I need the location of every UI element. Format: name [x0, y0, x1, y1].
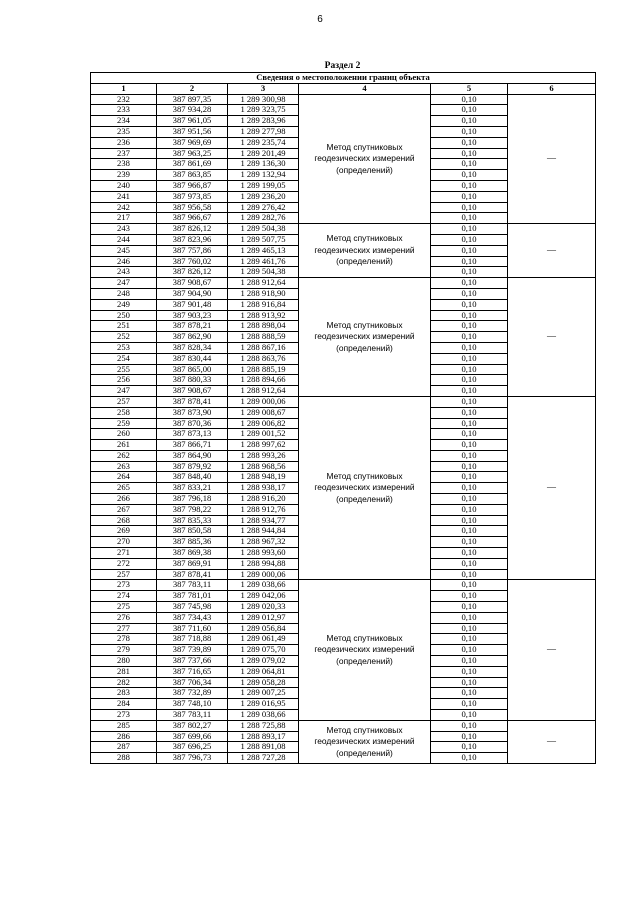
x-coordinate-cell: 387 903,23: [157, 310, 228, 321]
x-coordinate-cell: 387 850,58: [157, 526, 228, 537]
point-number-cell: 262: [91, 450, 157, 461]
method-cell: Метод спутниковых геодезических измерений (определений): [299, 94, 431, 224]
x-coordinate-cell: 387 739,89: [157, 645, 228, 656]
x-coordinate-cell: 387 711,60: [157, 623, 228, 634]
accuracy-cell: 0,10: [431, 472, 508, 483]
point-number-cell: 254: [91, 353, 157, 364]
y-coordinate-cell: 1 289 504,38: [228, 224, 299, 235]
y-coordinate-cell: 1 289 283,96: [228, 116, 299, 127]
y-coordinate-cell: 1 289 038,66: [228, 580, 299, 591]
table-row: [91, 396, 596, 407]
point-number-cell: 271: [91, 548, 157, 559]
x-coordinate-cell: 387 783,11: [157, 580, 228, 591]
accuracy-cell: 0,10: [431, 396, 508, 407]
y-coordinate-cell: 1 288 912,76: [228, 504, 299, 515]
y-coordinate-cell: 1 289 079,02: [228, 656, 299, 667]
point-number-cell: 276: [91, 612, 157, 623]
accuracy-cell: 0,10: [431, 148, 508, 159]
y-coordinate-cell: 1 288 993,60: [228, 548, 299, 559]
point-number-cell: 282: [91, 677, 157, 688]
y-coordinate-cell: 1 289 006,82: [228, 418, 299, 429]
point-number-cell: 278: [91, 634, 157, 645]
x-coordinate-cell: 387 961,05: [157, 116, 228, 127]
y-coordinate-cell: 1 288 867,16: [228, 342, 299, 353]
accuracy-cell: 0,10: [431, 699, 508, 710]
column-6-cell: —: [508, 278, 596, 397]
accuracy-cell: 0,10: [431, 602, 508, 613]
y-coordinate-cell: 1 288 967,32: [228, 537, 299, 548]
column-6-cell: —: [508, 396, 596, 580]
x-coordinate-cell: 387 745,98: [157, 602, 228, 613]
table-body: [91, 94, 596, 763]
accuracy-cell: 0,10: [431, 645, 508, 656]
point-number-cell: 269: [91, 526, 157, 537]
point-number-cell: 287: [91, 742, 157, 753]
x-coordinate-cell: 387 802,27: [157, 720, 228, 731]
accuracy-cell: 0,10: [431, 213, 508, 224]
accuracy-cell: 0,10: [431, 159, 508, 170]
point-number-cell: 217: [91, 213, 157, 224]
accuracy-cell: 0,10: [431, 537, 508, 548]
point-number-cell: 241: [91, 191, 157, 202]
accuracy-cell: 0,10: [431, 450, 508, 461]
x-coordinate-cell: 387 830,44: [157, 353, 228, 364]
table-title: Сведения о местоположении границ объекта: [91, 73, 596, 84]
x-coordinate-cell: 387 734,43: [157, 612, 228, 623]
x-coordinate-cell: 387 873,90: [157, 407, 228, 418]
point-number-cell: 243: [91, 224, 157, 235]
x-coordinate-cell: 387 861,69: [157, 159, 228, 170]
point-number-cell: 239: [91, 170, 157, 181]
x-coordinate-cell: 387 781,01: [157, 591, 228, 602]
y-coordinate-cell: 1 288 725,88: [228, 720, 299, 731]
y-coordinate-cell: 1 288 918,90: [228, 288, 299, 299]
accuracy-cell: 0,10: [431, 234, 508, 245]
accuracy-cell: 0,10: [431, 105, 508, 116]
y-coordinate-cell: 1 288 894,66: [228, 375, 299, 386]
x-coordinate-cell: 387 873,13: [157, 429, 228, 440]
x-coordinate-cell: 387 796,73: [157, 753, 228, 764]
accuracy-cell: 0,10: [431, 591, 508, 602]
x-coordinate-cell: 387 696,25: [157, 742, 228, 753]
accuracy-cell: 0,10: [431, 137, 508, 148]
x-coordinate-cell: 387 966,67: [157, 213, 228, 224]
accuracy-cell: 0,10: [431, 656, 508, 667]
x-coordinate-cell: 387 862,90: [157, 332, 228, 343]
accuracy-cell: 0,10: [431, 407, 508, 418]
table-row: [91, 720, 596, 731]
y-coordinate-cell: 1 289 235,74: [228, 137, 299, 148]
accuracy-cell: 0,10: [431, 364, 508, 375]
accuracy-cell: 0,10: [431, 569, 508, 580]
accuracy-cell: 0,10: [431, 126, 508, 137]
x-coordinate-cell: 387 699,66: [157, 731, 228, 742]
point-number-cell: 273: [91, 710, 157, 721]
y-coordinate-cell: 1 288 993,26: [228, 450, 299, 461]
y-coordinate-cell: 1 289 016,95: [228, 699, 299, 710]
column-6-cell: —: [508, 94, 596, 224]
point-number-cell: 247: [91, 386, 157, 397]
y-coordinate-cell: 1 288 997,62: [228, 440, 299, 451]
x-coordinate-cell: 387 796,18: [157, 494, 228, 505]
x-coordinate-cell: 387 706,34: [157, 677, 228, 688]
column-number-row: [91, 83, 596, 94]
y-coordinate-cell: 1 289 276,42: [228, 202, 299, 213]
y-coordinate-cell: 1 288 944,84: [228, 526, 299, 537]
accuracy-cell: 0,10: [431, 548, 508, 559]
table-row: [91, 580, 596, 591]
accuracy-cell: 0,10: [431, 299, 508, 310]
method-cell: Метод спутниковых геодезических измерений (определений): [299, 224, 431, 278]
point-number-cell: 261: [91, 440, 157, 451]
y-coordinate-cell: 1 289 282,76: [228, 213, 299, 224]
y-coordinate-cell: 1 289 012,97: [228, 612, 299, 623]
point-number-cell: 253: [91, 342, 157, 353]
point-number-cell: 236: [91, 137, 157, 148]
accuracy-cell: 0,10: [431, 191, 508, 202]
x-coordinate-cell: 387 901,48: [157, 299, 228, 310]
x-coordinate-cell: 387 956,58: [157, 202, 228, 213]
point-number-cell: 237: [91, 148, 157, 159]
point-number-cell: 257: [91, 396, 157, 407]
table-title-row: [91, 73, 596, 84]
y-coordinate-cell: 1 289 199,05: [228, 180, 299, 191]
accuracy-cell: 0,10: [431, 375, 508, 386]
x-coordinate-cell: 387 865,00: [157, 364, 228, 375]
x-coordinate-cell: 387 963,25: [157, 148, 228, 159]
x-coordinate-cell: 387 760,02: [157, 256, 228, 267]
point-number-cell: 233: [91, 105, 157, 116]
accuracy-cell: 0,10: [431, 494, 508, 505]
y-coordinate-cell: 1 288 888,59: [228, 332, 299, 343]
point-number-cell: 257: [91, 569, 157, 580]
y-coordinate-cell: 1 289 061,49: [228, 634, 299, 645]
method-cell: Метод спутниковых геодезических измерений (определений): [299, 720, 431, 763]
point-number-cell: 244: [91, 234, 157, 245]
accuracy-cell: 0,10: [431, 278, 508, 289]
x-coordinate-cell: 387 973,85: [157, 191, 228, 202]
y-coordinate-cell: 1 289 323,75: [228, 105, 299, 116]
y-coordinate-cell: 1 289 064,81: [228, 666, 299, 677]
accuracy-cell: 0,10: [431, 353, 508, 364]
accuracy-cell: 0,10: [431, 677, 508, 688]
y-coordinate-cell: 1 289 136,30: [228, 159, 299, 170]
y-coordinate-cell: 1 288 913,92: [228, 310, 299, 321]
x-coordinate-cell: 387 951,56: [157, 126, 228, 137]
y-coordinate-cell: 1 289 504,38: [228, 267, 299, 278]
accuracy-cell: 0,10: [431, 342, 508, 353]
x-coordinate-cell: 387 833,21: [157, 483, 228, 494]
y-coordinate-cell: 1 288 891,08: [228, 742, 299, 753]
accuracy-cell: 0,10: [431, 515, 508, 526]
accuracy-cell: 0,10: [431, 580, 508, 591]
table-row: [91, 94, 596, 105]
point-number-cell: 266: [91, 494, 157, 505]
x-coordinate-cell: 387 878,41: [157, 396, 228, 407]
y-coordinate-cell: 1 289 277,98: [228, 126, 299, 137]
x-coordinate-cell: 387 878,21: [157, 321, 228, 332]
y-coordinate-cell: 1 288 727,28: [228, 753, 299, 764]
y-coordinate-cell: 1 289 008,67: [228, 407, 299, 418]
point-number-cell: 283: [91, 688, 157, 699]
point-number-cell: 242: [91, 202, 157, 213]
point-number-cell: 270: [91, 537, 157, 548]
accuracy-cell: 0,10: [431, 386, 508, 397]
point-number-cell: 258: [91, 407, 157, 418]
y-coordinate-cell: 1 289 020,33: [228, 602, 299, 613]
x-coordinate-cell: 387 897,35: [157, 94, 228, 105]
y-coordinate-cell: 1 288 934,77: [228, 515, 299, 526]
x-coordinate-cell: 387 934,28: [157, 105, 228, 116]
point-number-cell: 238: [91, 159, 157, 170]
point-number-cell: 275: [91, 602, 157, 613]
x-coordinate-cell: 387 716,65: [157, 666, 228, 677]
accuracy-cell: 0,10: [431, 170, 508, 181]
x-coordinate-cell: 387 737,66: [157, 656, 228, 667]
method-cell: Метод спутниковых геодезических измерений (определений): [299, 278, 431, 397]
point-number-cell: 263: [91, 461, 157, 472]
x-coordinate-cell: 387 863,85: [157, 170, 228, 181]
accuracy-cell: 0,10: [431, 288, 508, 299]
x-coordinate-cell: 387 908,67: [157, 278, 228, 289]
x-coordinate-cell: 387 828,34: [157, 342, 228, 353]
y-coordinate-cell: 1 288 912,64: [228, 278, 299, 289]
point-number-cell: 234: [91, 116, 157, 127]
y-coordinate-cell: 1 289 507,75: [228, 234, 299, 245]
point-number-cell: 235: [91, 126, 157, 137]
point-number-cell: 259: [91, 418, 157, 429]
y-coordinate-cell: 1 289 000,06: [228, 569, 299, 580]
accuracy-cell: 0,10: [431, 202, 508, 213]
y-coordinate-cell: 1 289 300,98: [228, 94, 299, 105]
table-row: [91, 278, 596, 289]
accuracy-cell: 0,10: [431, 753, 508, 764]
point-number-cell: 277: [91, 623, 157, 634]
x-coordinate-cell: 387 885,36: [157, 537, 228, 548]
page-number: 6: [317, 14, 323, 25]
column-6-cell: —: [508, 224, 596, 278]
y-coordinate-cell: 1 288 916,20: [228, 494, 299, 505]
point-number-cell: 273: [91, 580, 157, 591]
y-coordinate-cell: 1 288 938,17: [228, 483, 299, 494]
y-coordinate-cell: 1 289 201,49: [228, 148, 299, 159]
x-coordinate-cell: 387 826,12: [157, 267, 228, 278]
x-coordinate-cell: 387 866,71: [157, 440, 228, 451]
x-coordinate-cell: 387 908,67: [157, 386, 228, 397]
accuracy-cell: 0,10: [431, 224, 508, 235]
y-coordinate-cell: 1 289 000,06: [228, 396, 299, 407]
accuracy-cell: 0,10: [431, 429, 508, 440]
accuracy-cell: 0,10: [431, 461, 508, 472]
accuracy-cell: 0,10: [431, 94, 508, 105]
accuracy-cell: 0,10: [431, 504, 508, 515]
x-coordinate-cell: 387 870,36: [157, 418, 228, 429]
point-number-cell: 281: [91, 666, 157, 677]
accuracy-cell: 0,10: [431, 720, 508, 731]
x-coordinate-cell: 387 904,90: [157, 288, 228, 299]
y-coordinate-cell: 1 288 948,19: [228, 472, 299, 483]
point-number-cell: 286: [91, 731, 157, 742]
column-header: 3: [228, 83, 299, 94]
accuracy-cell: 0,10: [431, 267, 508, 278]
y-coordinate-cell: 1 289 075,70: [228, 645, 299, 656]
column-header: 6: [508, 83, 596, 94]
point-number-cell: 280: [91, 656, 157, 667]
x-coordinate-cell: 387 798,22: [157, 504, 228, 515]
accuracy-cell: 0,10: [431, 180, 508, 191]
point-number-cell: 268: [91, 515, 157, 526]
point-number-cell: 245: [91, 245, 157, 256]
y-coordinate-cell: 1 289 056,84: [228, 623, 299, 634]
x-coordinate-cell: 387 823,96: [157, 234, 228, 245]
accuracy-cell: 0,10: [431, 558, 508, 569]
point-number-cell: 251: [91, 321, 157, 332]
accuracy-cell: 0,10: [431, 688, 508, 699]
x-coordinate-cell: 387 864,90: [157, 450, 228, 461]
point-number-cell: 243: [91, 267, 157, 278]
y-coordinate-cell: 1 288 863,76: [228, 353, 299, 364]
point-number-cell: 256: [91, 375, 157, 386]
accuracy-cell: 0,10: [431, 731, 508, 742]
coordinates-table: [90, 72, 596, 764]
accuracy-cell: 0,10: [431, 526, 508, 537]
y-coordinate-cell: 1 288 916,84: [228, 299, 299, 310]
y-coordinate-cell: 1 289 007,25: [228, 688, 299, 699]
point-number-cell: 250: [91, 310, 157, 321]
accuracy-cell: 0,10: [431, 710, 508, 721]
point-number-cell: 288: [91, 753, 157, 764]
accuracy-cell: 0,10: [431, 634, 508, 645]
column-header: 4: [299, 83, 431, 94]
y-coordinate-cell: 1 289 132,94: [228, 170, 299, 181]
x-coordinate-cell: 387 732,89: [157, 688, 228, 699]
point-number-cell: 252: [91, 332, 157, 343]
x-coordinate-cell: 387 869,91: [157, 558, 228, 569]
accuracy-cell: 0,10: [431, 666, 508, 677]
y-coordinate-cell: 1 289 058,28: [228, 677, 299, 688]
x-coordinate-cell: 387 869,38: [157, 548, 228, 559]
accuracy-cell: 0,10: [431, 332, 508, 343]
y-coordinate-cell: 1 289 042,06: [228, 591, 299, 602]
point-number-cell: 232: [91, 94, 157, 105]
y-coordinate-cell: 1 288 885,19: [228, 364, 299, 375]
x-coordinate-cell: 387 969,69: [157, 137, 228, 148]
point-number-cell: 285: [91, 720, 157, 731]
accuracy-cell: 0,10: [431, 440, 508, 451]
column-header: 5: [431, 83, 508, 94]
accuracy-cell: 0,10: [431, 321, 508, 332]
point-number-cell: 246: [91, 256, 157, 267]
y-coordinate-cell: 1 289 465,13: [228, 245, 299, 256]
point-number-cell: 240: [91, 180, 157, 191]
y-coordinate-cell: 1 289 461,76: [228, 256, 299, 267]
accuracy-cell: 0,10: [431, 116, 508, 127]
x-coordinate-cell: 387 757,86: [157, 245, 228, 256]
x-coordinate-cell: 387 826,12: [157, 224, 228, 235]
accuracy-cell: 0,10: [431, 483, 508, 494]
accuracy-cell: 0,10: [431, 310, 508, 321]
x-coordinate-cell: 387 880,33: [157, 375, 228, 386]
point-number-cell: 255: [91, 364, 157, 375]
accuracy-cell: 0,10: [431, 256, 508, 267]
column-header: 1: [91, 83, 157, 94]
x-coordinate-cell: 387 848,40: [157, 472, 228, 483]
x-coordinate-cell: 387 783,11: [157, 710, 228, 721]
table-row: [91, 224, 596, 235]
y-coordinate-cell: 1 289 236,20: [228, 191, 299, 202]
y-coordinate-cell: 1 288 898,04: [228, 321, 299, 332]
y-coordinate-cell: 1 288 994,88: [228, 558, 299, 569]
x-coordinate-cell: 387 878,41: [157, 569, 228, 580]
point-number-cell: 265: [91, 483, 157, 494]
y-coordinate-cell: 1 288 893,17: [228, 731, 299, 742]
accuracy-cell: 0,10: [431, 742, 508, 753]
point-number-cell: 274: [91, 591, 157, 602]
point-number-cell: 247: [91, 278, 157, 289]
point-number-cell: 248: [91, 288, 157, 299]
y-coordinate-cell: 1 288 912,64: [228, 386, 299, 397]
x-coordinate-cell: 387 879,92: [157, 461, 228, 472]
y-coordinate-cell: 1 288 968,56: [228, 461, 299, 472]
point-number-cell: 260: [91, 429, 157, 440]
method-cell: Метод спутниковых геодезических измерений (определений): [299, 396, 431, 580]
point-number-cell: 249: [91, 299, 157, 310]
y-coordinate-cell: 1 289 001,52: [228, 429, 299, 440]
point-number-cell: 267: [91, 504, 157, 515]
point-number-cell: 272: [91, 558, 157, 569]
section-title: Раздел 2: [324, 61, 361, 71]
accuracy-cell: 0,10: [431, 245, 508, 256]
column-6-cell: —: [508, 720, 596, 763]
column-6-cell: —: [508, 580, 596, 720]
x-coordinate-cell: 387 748,10: [157, 699, 228, 710]
point-number-cell: 264: [91, 472, 157, 483]
x-coordinate-cell: 387 718,88: [157, 634, 228, 645]
point-number-cell: 279: [91, 645, 157, 656]
accuracy-cell: 0,10: [431, 418, 508, 429]
point-number-cell: 284: [91, 699, 157, 710]
accuracy-cell: 0,10: [431, 623, 508, 634]
method-cell: Метод спутниковых геодезических измерений (определений): [299, 580, 431, 720]
column-header: 2: [157, 83, 228, 94]
y-coordinate-cell: 1 289 038,66: [228, 710, 299, 721]
accuracy-cell: 0,10: [431, 612, 508, 623]
x-coordinate-cell: 387 835,33: [157, 515, 228, 526]
x-coordinate-cell: 387 966,87: [157, 180, 228, 191]
